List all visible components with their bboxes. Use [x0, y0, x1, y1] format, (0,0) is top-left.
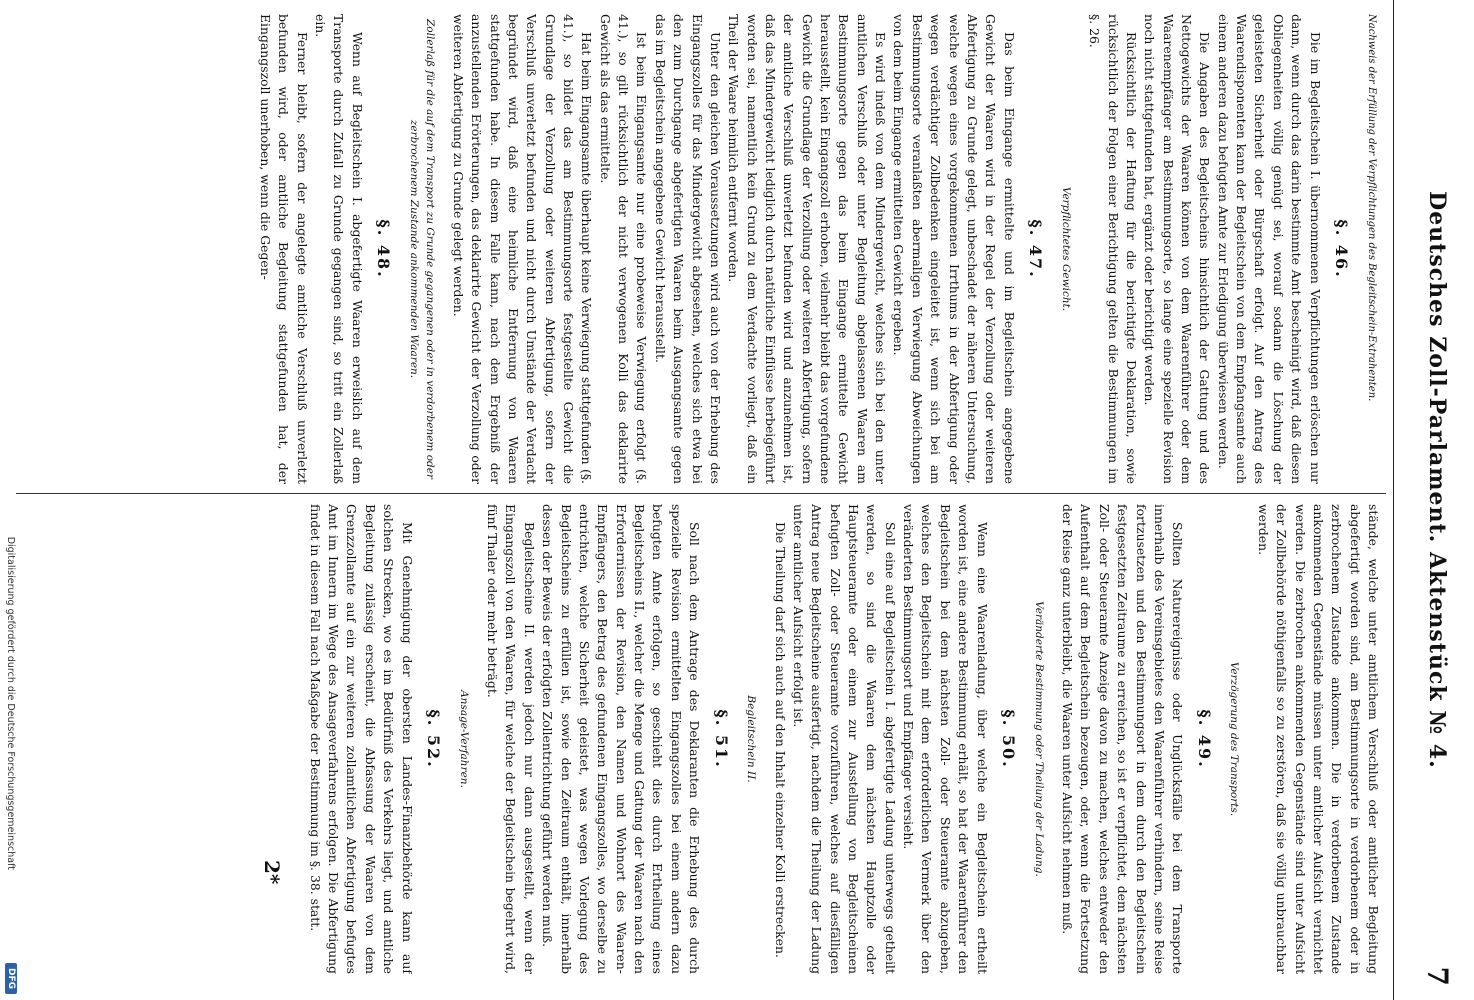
signature-mark: 2* — [260, 860, 284, 885]
paragraph: stände, welche unter amtlichem Verschluß oder amtlicher Begleitung abgefertigt worden sind, am Bestimmungsorte in verdorbenem oder in zerbrochenem Zustande ankommen. Die in verdorbenem Zustande ankommenden Gegenstände müssen unter amtlicher Aufsicht vernichtet werden. Die zerbrochen ankommenden Gegenstände sind unter Aufsicht der Zollbehörde nöthigenfalls so zu zerstören, daß sie völlig unbrauchbar werden. — [1255, 504, 1381, 974]
paragraph: Unter den gleichen Voraussetzungen wird auch von der Erhebung des Eingangszolles für das Mindergewicht abgesehen, welches sich etwa bei den zum Durchgange abgefertigten Waaren beim Ausgangsamte gegen das im Begleitschein angegebene Gewicht herausstellt. — [652, 14, 723, 484]
page-header — [1393, 0, 1474, 1000]
side-heading: Begleitschein II. — [745, 695, 758, 783]
paragraph: Wenn eine Waarenladung, über welche ein Begleitschein ertheilt worden ist, eine andere Bestimmung erhält, so hat der Waarenführer den Begleitschein bei dem nächsten Zoll- oder Steueramte abzugeben, welches den Begleitschein mit dem erforderlichen Vermerk über den veränderten Bestimmungsort und Empfänger versieht. — [901, 504, 990, 974]
running-head: Deutsches Zoll-Parlament. Aktenstück № 4. — [1424, 191, 1450, 769]
side-heading: Veränderte Bestimmung oder Theilung der Ladung. — [1032, 601, 1045, 877]
side-heading: Ansage-Verfahren. — [457, 690, 470, 788]
column-divider — [16, 493, 1386, 494]
right-column — [262, 504, 1382, 974]
paragraph: Die Angaben des Begleitscheins hinsichtlich der Gattung und des Nettogewichts der Waaren können von dem Waarenführer oder dem Waarenempfänger am Bestimmungsorte, so lange eine spezielle Revision noch nicht stattgefunden hat, ergänzt oder berichtigt werden. — [1142, 14, 1213, 484]
paragraph: Hat beim Eingangsamte überhaupt keine Verwiegung stattgefunden (§. 41.), so bildet das am Bestimmungsorte festgestellte Gewicht die Grundlage der Verzollung oder weiteren Abfertigung, sofern der Verschluß unverletzt befunden und nicht durch Umstände der Verdacht begründet wird, daß eine heimliche Entfernung von Waaren stattgefunden habe. In diesem Falle kann, nach dem Ergebniß der anzustellenden Erörterungen, das deklarirte Gewicht der Verzollung oder weiteren Abfertigung zu Grunde gelegt werden. — [450, 14, 595, 484]
paragraph: Das beim Eingange ermittelte und im Begleitschein angegebene Gewicht der Waaren wird in der Regel der Verzollung oder weiteren Abfertigung zu Grunde gelegt, unbeschadet der näheren Untersuchung, welche wegen eines vorgekommenen Irrthums in der Abfertigung oder wegen verdächtiger Zollbedenken eingeleitet ist, wenn sich bei am Bestimmungsorte veranlaßten abermaligen Verwiegung Abweichungen von dem beim Eingange ermittelten Gewicht ergeben. — [891, 14, 1017, 484]
paragraph: Wenn auf Begleitschein I. abgefertigte Waaren erweislich auf dem Transporte durch Zufall zu Grunde gegangen sind, so tritt ein Zollerlaß ein. — [313, 14, 365, 484]
section-heading: §. 51. — [711, 709, 731, 769]
side-heading: Verzögerung des Transports. — [1228, 661, 1241, 817]
paragraph: Mit Genehmigung der obersten Landes-Finanzbehörde kann auf solchen Strecken, wo es im Bedürfniß des Verkehrs liegt, und amtliche Begleitung zulässig erscheint, die Abfassung der Waaren von dem Grenzzollamte auf ein zur weiteren zollamtlichen Abfertigung befugtes Amt im Innern im Wege des Ansageverfahrens erfolgen. Die Abfertigung findet in diesem Fall nach Maßgabe der Bestimmung im §. 38. statt. — [307, 504, 415, 974]
paragraph: Sollten Naturereignisse oder Unglücksfälle bei dem Transporte innerhalb des Vereinsgebietes den Waarenführer verhindern, seine Reise fortzusetzen und den Bestimmungsort in dem durch den Begleitschein festgesetzten Zeitraume zu erreichen, so ist er verpflichtet, dem nächsten Zoll- oder Steueramte Anzeige davon zu machen, welches entweder den Aufenthalt auf dem Begleitschein bezeugen, oder, wenn die Fortsetzung der Reise ganz unterbleibt, die Waaren unter Aufsicht nehmen muß. — [1060, 504, 1186, 974]
side-heading: Verpflichtetes Gewicht. — [1059, 186, 1072, 312]
credit-text: Digitalisierung gefördert durch die Deutsche Forschungsgemeinschaft — [5, 536, 16, 870]
section-heading: §. 52. — [424, 709, 444, 769]
section-heading: §. 50. — [999, 709, 1019, 769]
paragraph: Es wird indeß von dem Mindergewicht, welches sich bei den unter amtlichen Verschluß oder unter Begleitung abgelassenen Waaren am Bestimmungsorte gegen das beim Eingange ermittelte Gewicht herausstellt, kein Eingangszoll erhoben, vielmehr bleibt das vorgefundene Gewicht die Grundlage der Verzollung oder weiteren Abfertigung, sofern der amtliche Verschluß unverletzt befunden wird und anzunehmen ist, daß das Mindergewicht lediglich durch natürliche Einflüsse herbeigeführt worden sei, namentlich kein Grund zu dem Verdachte vorliegt, daß ein Theil der Waare heimlich entfernt worden. — [726, 14, 889, 484]
marginal-note: Nachweis der Erfüllung der Verpflichtungen des Begleitschein-Extrahenten. — [1366, 14, 1377, 402]
paragraph: Die im Begleitschein I. übernommenen Verpflichtungen erlöschen nur dann, wenn durch das darin bestimmte Amt bescheinigt wird, daß diesen Obliegenheiten völlig genügt sei, worauf sodann die Löschung der geleisteten Sicherheit oder Bürgschaft erfolgt. Auf den Antrag des Waarendisponenten kann der Begleitschein von dem Empfangsamte auch einem anderen dazu befugten Amte zur Erledigung überwiesen werden. — [1215, 14, 1323, 484]
paragraph: Begleitscheine II. werden jedoch nur dann ausgestellt, wenn der Eingangszoll von den Waaren, für welche der Begleitschein begehrt wird, fünf Thaler oder mehr beträgt. — [485, 504, 537, 974]
page-number: 7 — [1421, 966, 1454, 986]
paragraph: Die Theilung darf sich auch auf den Inhalt einzelner Kolli erstrecken. — [772, 522, 788, 958]
left-column — [22, 14, 1382, 484]
paragraph: Soll eine auf Begleitschein I. abgefertigte Ladung unterwegs getheilt werden, so sind die Waaren dem nächsten Hauptzolle oder Hauptsteueramte oder einem zur Ausstellung von Begleitscheinen befugten Zoll- oder Steueramte vorzuführen, welches auf diesfälligen Antrag neue Begleitscheine ausfertigt, nachdem die Theilung der Ladung unter amtlicher Aufsicht erfolgt ist. — [790, 504, 898, 974]
paragraph: Ist beim Eingangsamte nur eine probeweise Verwiegung erfolgt (§. 41.), so gilt rücksichtlich der nicht verwogenen Kolli das deklarirte Gewicht als das ermittelte. — [597, 14, 650, 484]
paragraph: Soll nach dem Antrage des Deklaranten die Erhebung des durch spezielle Revision ermittelten Eingangszolles bei einem andern dazu befugten Amte erfolgen, so geschieht dies durch Ertheilung eines Begleitscheins II., welcher die Menge und Gattung der Waaren nach den Erfordernissen der Revision, den Namen und Wohnort des Waaren-Empfängers, den Betrag des gefundenen Eingangszolles, wo derselbe zu entrichten, welche Sicherheit geleistet, was wegen Vorlegung des Begleitscheins zu erfüllen ist, sowie den Zeitraum enthält, innerhalb dessen der Beweis der erfolgten Zollentrichtung geführt werden muß. — [540, 504, 703, 974]
side-heading: Zollerlaß für die auf dem Transport zu Grunde gegangenen oder in verdorbenem oder zerbrochenem Zustande ankommenden Waaren. — [407, 18, 436, 479]
paragraph: Rücksichtlich der Haftung für die berichtigte Deklaration, sowie rücksichtlich der Folgen einer Berichtigung gelten die Bestimmungen im §. 26. — [1087, 14, 1139, 484]
section-heading: §. 48. — [374, 219, 394, 279]
section-heading: §. 49. — [1194, 709, 1214, 769]
section-heading: §. 46. — [1332, 219, 1352, 279]
paragraph: Ferner bleibt, sofern der angelegte amtliche Verschluß unverletzt befunden wird, oder amtliche Begleitung stattgefunden hat, der Eingangszoll unerhoben, wenn die Gegen- — [257, 14, 310, 484]
dfg-logo: DFG — [5, 963, 17, 994]
section-heading: §. 47. — [1026, 219, 1046, 279]
digitization-credit — [0, 0, 19, 1000]
